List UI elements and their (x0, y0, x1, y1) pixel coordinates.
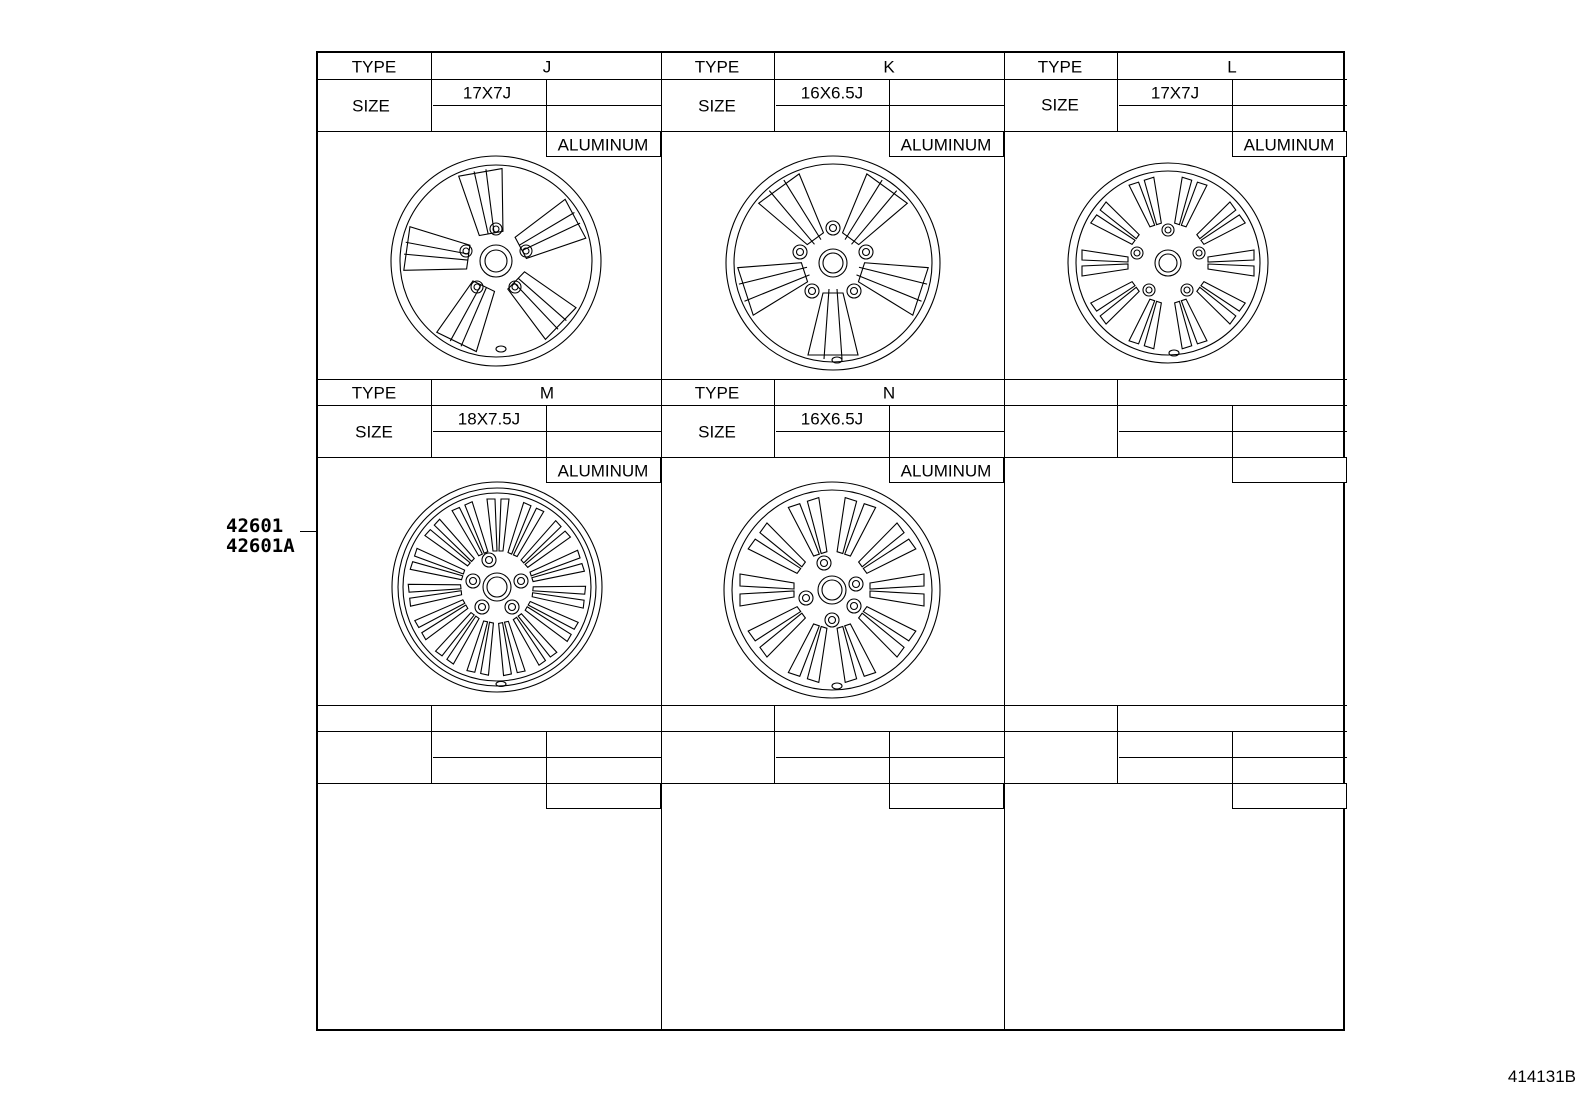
cell-type-m (318, 379, 661, 705)
wheel-size: 16X6.5J (800, 409, 864, 429)
size-label: SIZE (1041, 95, 1079, 115)
cell-type-k (661, 53, 1004, 379)
cell-blank-1 (318, 705, 661, 1033)
cell-type-n (661, 379, 1004, 705)
material-box (546, 457, 661, 483)
size-label: SIZE (698, 96, 736, 116)
material-label: ALUMINUM (1243, 135, 1335, 155)
type-code: L (1227, 57, 1237, 77)
wheel-illustration-l (1067, 162, 1269, 364)
size-label: SIZE (352, 96, 390, 116)
wheel-illustration-k (725, 155, 941, 371)
material-box (1232, 457, 1347, 483)
material-box (546, 131, 661, 157)
part-number-42601: 42601 (226, 515, 284, 537)
wheel-size: 17X7J (1150, 83, 1200, 103)
cell-type-l (1004, 53, 1347, 379)
material-box (1232, 783, 1347, 809)
material-box (546, 783, 661, 809)
wheel-size: 18X7.5J (457, 409, 521, 429)
type-label: TYPE (351, 57, 397, 77)
type-code: J (542, 57, 552, 77)
material-box (889, 457, 1004, 483)
type-label: TYPE (1037, 57, 1083, 77)
wheel-illustration-j (390, 155, 602, 367)
size-label: SIZE (355, 422, 393, 442)
wheel-type-table (316, 51, 1345, 1031)
type-code: K (883, 57, 895, 77)
material-box (1232, 131, 1347, 157)
type-label: TYPE (694, 383, 740, 403)
wheel-illustration-n (723, 481, 941, 699)
part-number-42601a: 42601A (226, 535, 295, 557)
type-label: TYPE (694, 57, 740, 77)
material-label: ALUMINUM (900, 461, 992, 481)
wheel-size: 17X7J (462, 83, 512, 103)
material-label: ALUMINUM (557, 461, 649, 481)
size-label: SIZE (698, 422, 736, 442)
illustration-number: 414131B (1507, 1067, 1576, 1086)
type-label: TYPE (351, 383, 397, 403)
part-number-callout (226, 516, 295, 556)
cell-type-j (318, 53, 661, 379)
material-label: ALUMINUM (900, 135, 992, 155)
material-box (889, 783, 1004, 809)
type-code: M (539, 383, 555, 403)
callout-leader-line (300, 531, 316, 532)
material-label: ALUMINUM (557, 135, 649, 155)
cell-blank-2 (661, 705, 1004, 1033)
wheel-illustration-m (391, 481, 603, 693)
type-code: N (882, 383, 896, 403)
cell-empty (1004, 379, 1347, 705)
cell-blank-3 (1004, 705, 1347, 1033)
wheel-size: 16X6.5J (800, 83, 864, 103)
material-box (889, 131, 1004, 157)
